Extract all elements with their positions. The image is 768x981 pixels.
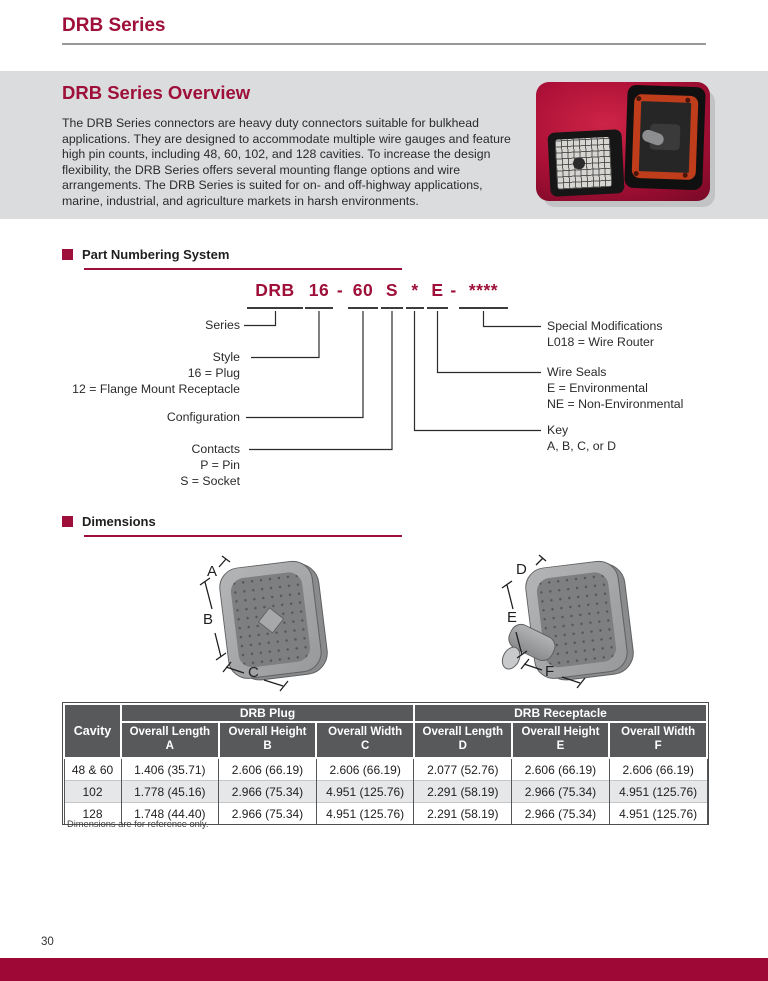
table-cell: 1.748 (44.40) bbox=[121, 803, 219, 825]
page-title: DRB Series bbox=[62, 15, 166, 36]
pn-segment-series: DRB bbox=[247, 280, 303, 309]
group-header-receptacle: DRB Receptacle bbox=[414, 704, 707, 722]
label-style-title: Style bbox=[212, 350, 240, 364]
col-header-letter: F bbox=[654, 740, 662, 752]
page-number: 30 bbox=[41, 936, 54, 948]
col-header-f bbox=[609, 722, 707, 758]
col-header-name: Overall Length bbox=[129, 726, 211, 739]
label-style bbox=[72, 350, 240, 397]
table-cell: 2.291 (58.19) bbox=[414, 781, 512, 803]
label-wire-seals-sub1: E = Environmental bbox=[547, 380, 648, 395]
col-header-name: Overall Height bbox=[521, 726, 600, 739]
label-key-sub1: A, B, C, or D bbox=[547, 438, 617, 453]
table-cell: 2.606 (66.19) bbox=[219, 758, 317, 781]
table-footnote: Dimensions are for reference only. bbox=[67, 819, 209, 829]
product-photo bbox=[536, 82, 710, 201]
dimensions-section-header bbox=[62, 514, 156, 529]
label-contacts bbox=[180, 442, 240, 489]
group-header-plug: DRB Plug bbox=[121, 704, 414, 722]
label-wire-seals-sub2: NE = Non-Environmental bbox=[547, 396, 684, 411]
label-special-modifications bbox=[547, 319, 663, 351]
section-title: Part Numbering System bbox=[82, 247, 230, 262]
col-header-letter: B bbox=[263, 740, 272, 752]
label-configuration-title: Configuration bbox=[166, 410, 240, 424]
overview-band bbox=[0, 71, 768, 219]
dim-label-b: B bbox=[203, 611, 214, 628]
label-wire-seals-title: Wire Seals bbox=[547, 365, 607, 379]
col-header-letter: E bbox=[556, 740, 565, 752]
section-rule bbox=[84, 535, 402, 537]
dim-label-f: F bbox=[545, 663, 555, 680]
title-divider bbox=[62, 43, 706, 45]
table-cell: 4.951 (125.76) bbox=[609, 781, 707, 803]
col-header-a bbox=[121, 722, 219, 758]
section-bullet-icon bbox=[62, 249, 73, 260]
table-cell: 2.606 (66.19) bbox=[316, 758, 414, 781]
footer-bar bbox=[0, 958, 768, 981]
label-configuration bbox=[167, 410, 240, 426]
col-header-name: Overall Width bbox=[328, 726, 403, 739]
col-header-letter: D bbox=[458, 740, 467, 752]
part-numbering-section-header bbox=[62, 247, 229, 262]
section-title: Dimensions bbox=[82, 514, 156, 529]
section-bullet-icon bbox=[62, 516, 73, 527]
label-contacts-sub1: P = Pin bbox=[200, 457, 240, 472]
table-cell: 4.951 (125.76) bbox=[316, 803, 414, 825]
overview-title: DRB Series Overview bbox=[62, 82, 251, 103]
table-cell: 2.077 (52.76) bbox=[414, 758, 512, 781]
label-contacts-title: Contacts bbox=[191, 442, 240, 456]
dim-label-d: D bbox=[516, 561, 527, 578]
pn-dash: - bbox=[336, 280, 344, 300]
label-key-title: Key bbox=[547, 423, 569, 437]
table-cell: 2.966 (75.34) bbox=[219, 781, 317, 803]
col-header-b bbox=[219, 722, 317, 758]
label-series bbox=[205, 318, 240, 334]
section-rule bbox=[84, 268, 402, 270]
cell-cavity: 102 bbox=[64, 781, 121, 803]
cell-cavity: 128 bbox=[64, 803, 121, 825]
table-cell: 1.778 (45.16) bbox=[121, 781, 219, 803]
label-wire-seals bbox=[547, 365, 683, 412]
dimension-figures bbox=[0, 545, 768, 703]
table-cell: 4.951 (125.76) bbox=[609, 803, 707, 825]
table-cell: 4.951 (125.76) bbox=[316, 781, 414, 803]
table-cell: 2.966 (75.34) bbox=[512, 803, 610, 825]
table-row bbox=[64, 758, 707, 781]
dim-label-a: A bbox=[207, 563, 218, 580]
label-key bbox=[547, 423, 616, 455]
pn-segment-wire-seals: E bbox=[427, 280, 448, 309]
dim-label-e: E bbox=[507, 609, 518, 626]
pn-segment-configuration: 60 bbox=[348, 280, 378, 309]
cell-cavity: 48 & 60 bbox=[64, 758, 121, 781]
part-number-diagram bbox=[0, 278, 768, 494]
screw-icon bbox=[636, 96, 641, 101]
table-cell: 2.966 (75.34) bbox=[512, 781, 610, 803]
dimension-lines bbox=[0, 545, 768, 703]
pn-dash: - bbox=[450, 280, 457, 300]
label-special-modifications-title: Special Modifications bbox=[547, 319, 663, 333]
table-row bbox=[64, 781, 707, 803]
col-header-name: Overall Height bbox=[228, 726, 307, 739]
dimensions-table bbox=[63, 703, 708, 824]
col-header-letter: A bbox=[165, 740, 174, 752]
col-header-d bbox=[414, 722, 512, 758]
pn-segment-style: 16 bbox=[305, 280, 333, 309]
label-contacts-sub2: S = Socket bbox=[180, 473, 240, 488]
col-header-letter: C bbox=[360, 740, 370, 752]
label-style-sub2: 12 = Flange Mount Receptacle bbox=[72, 381, 240, 396]
col-header-name: Overall Length bbox=[422, 726, 504, 739]
label-style-sub1: 16 = Plug bbox=[187, 365, 240, 380]
receptacle-flange bbox=[632, 94, 699, 180]
overview-paragraph: The DRB Series connectors are heavy duty connectors suitable for bulkhead applications. They are designed to accommodate multiple wire gauges and feature high pin counts, including 48, 60, 102, and 128 cavities. To increase the design flexibility, the DRB Series offers several mounting flange options and wire arrangements. The DRB Series is suited for on- and off-highway applications, marine, industrial, and agriculture markets in harsh environments. bbox=[62, 116, 511, 208]
table-cell: 2.966 (75.34) bbox=[219, 803, 317, 825]
col-header-name: Overall Width bbox=[621, 726, 696, 739]
pn-segment-contacts: S bbox=[381, 280, 403, 309]
receptacle-photo bbox=[624, 85, 706, 191]
col-header-cavity: Cavity bbox=[64, 704, 121, 758]
dimensions-table-wrapper bbox=[62, 702, 709, 825]
pn-segment-special-mods: **** bbox=[459, 280, 508, 309]
table-cell: 2.291 (58.19) bbox=[414, 803, 512, 825]
plug-photo bbox=[547, 129, 624, 197]
table-cell: 1.406 (35.71) bbox=[121, 758, 219, 781]
table-cell: 2.606 (66.19) bbox=[609, 758, 707, 781]
label-series-title: Series bbox=[205, 318, 240, 332]
table-cell: 2.606 (66.19) bbox=[512, 758, 610, 781]
col-header-c bbox=[316, 722, 414, 758]
pn-segment-key: * bbox=[406, 280, 424, 309]
label-special-modifications-sub1: L018 = Wire Router bbox=[547, 334, 654, 349]
col-header-e bbox=[512, 722, 610, 758]
dim-label-c: C bbox=[248, 664, 259, 681]
